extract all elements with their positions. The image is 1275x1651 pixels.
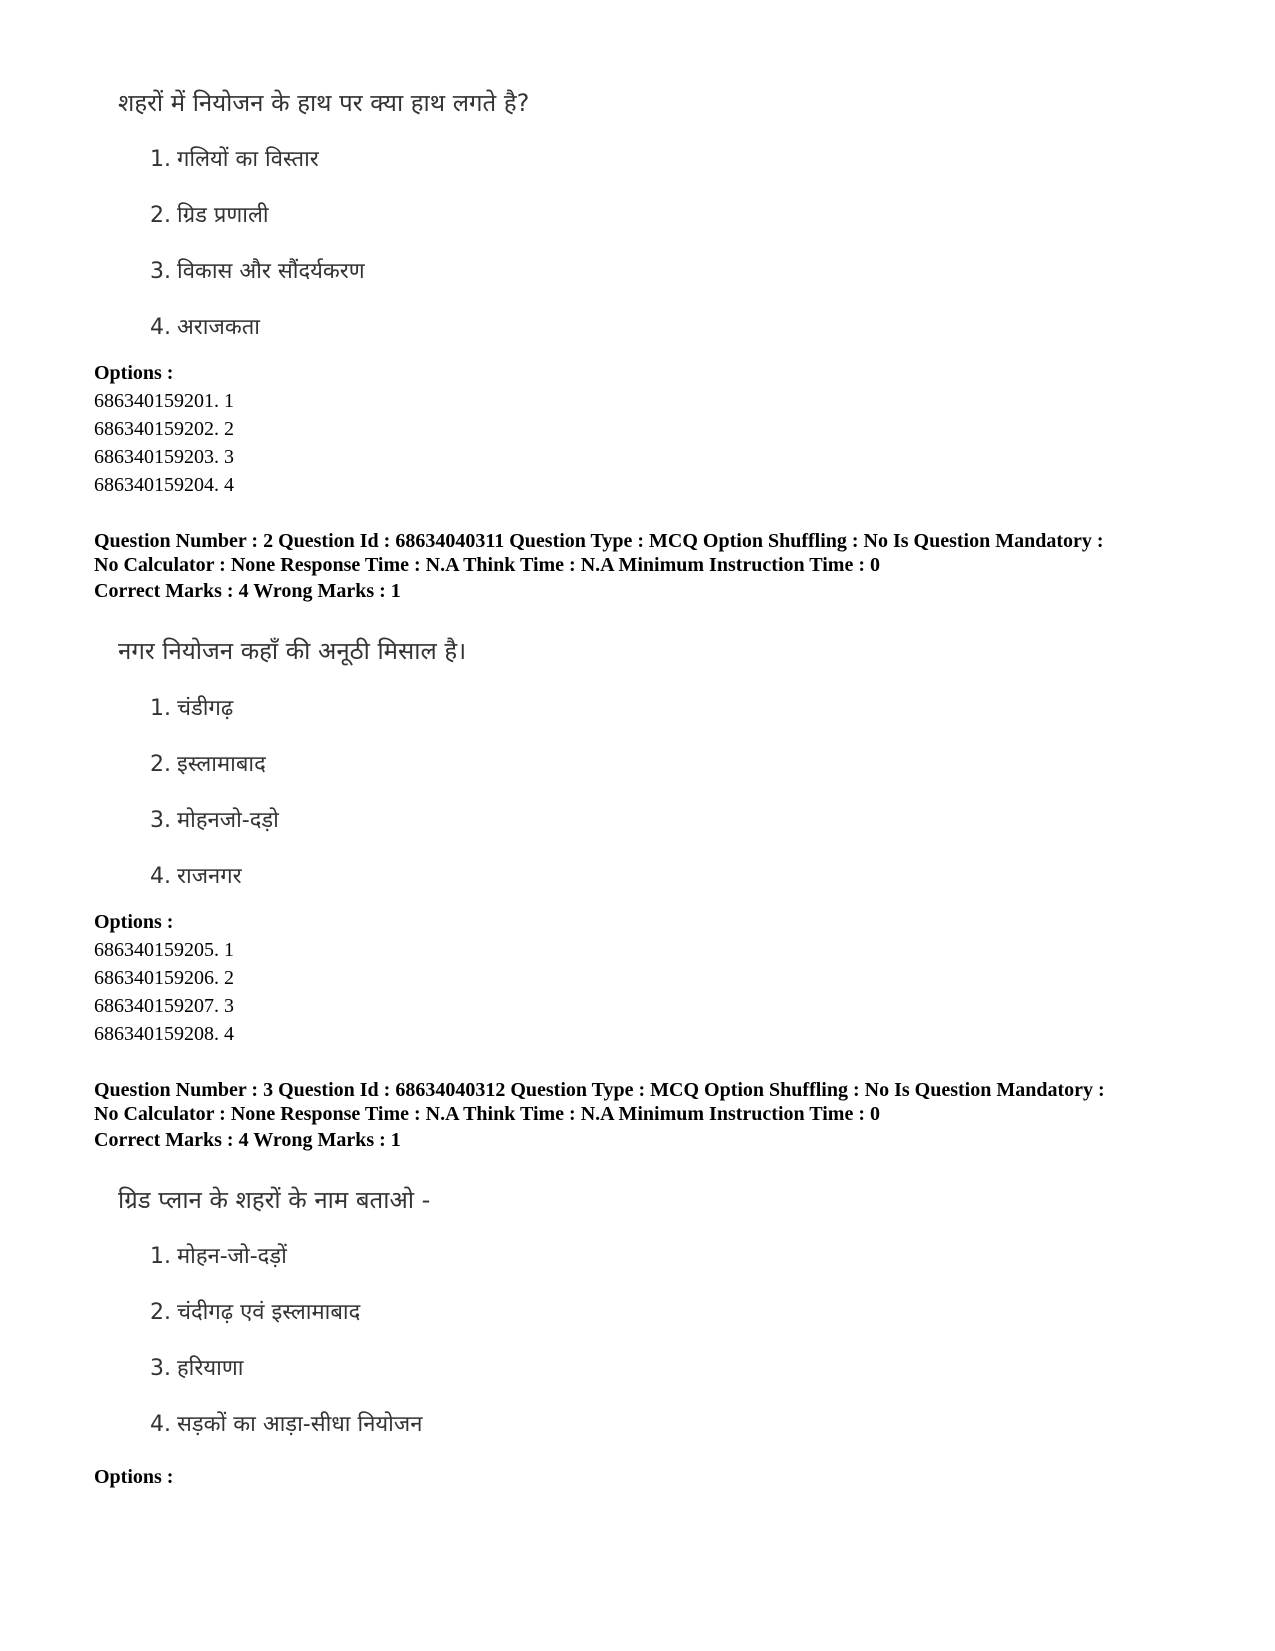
question-1-choice-3 [150, 255, 365, 285]
answer-option: 686340159208. 4 [94, 1023, 234, 1045]
answer-option: 686340159205. 1 [94, 939, 234, 961]
answer-option: 686340159203. 3 [94, 446, 234, 468]
choice-text: गलियों का विस्तार [177, 147, 319, 172]
question-3-choice-2 [150, 1296, 360, 1326]
choice-text: ग्रिड प्रणाली [177, 203, 269, 228]
choice-number: 3. [150, 1356, 171, 1381]
question-1-choice-1 [150, 143, 319, 173]
choice-text: विकास और सौंदर्यकरण [177, 259, 365, 284]
answer-option: 686340159206. 2 [94, 967, 234, 989]
question-2-marks: Correct Marks : 4 Wrong Marks : 1 [94, 580, 401, 602]
question-2-choice-2 [150, 748, 266, 778]
question-2-meta [94, 529, 1204, 577]
choice-text: अराजकता [177, 315, 260, 340]
choice-text: राजनगर [177, 864, 242, 889]
question-3-marks: Correct Marks : 4 Wrong Marks : 1 [94, 1129, 401, 1151]
question-2-choice-1 [150, 692, 233, 722]
meta-line: No Calculator : None Response Time : N.A Think Time : N.A Minimum Instruction Time : 0 [94, 1103, 880, 1125]
choice-number: 4. [150, 864, 171, 889]
question-3-choice-3 [150, 1352, 243, 1382]
question-3-text: ग्रिड प्लान के शहरों के नाम बताओ - [118, 1186, 431, 1214]
choice-text: इस्लामाबाद [177, 752, 266, 777]
question-1-choice-2 [150, 199, 269, 229]
choice-number: 2. [150, 1300, 171, 1325]
meta-line: Question Number : 3 Question Id : 68634040312 Question Type : MCQ Option Shuffling : No Is Question Mandatory : [94, 1079, 1105, 1101]
choice-number: 3. [150, 808, 171, 833]
options-heading: Options : [94, 362, 174, 384]
answer-option: 686340159202. 2 [94, 418, 234, 440]
answer-option: 686340159204. 4 [94, 474, 234, 496]
options-heading: Options : [94, 1466, 174, 1488]
question-2-choice-3 [150, 804, 279, 834]
choice-text: हरियाणा [177, 1356, 244, 1381]
meta-line: Question Number : 2 Question Id : 68634040311 Question Type : MCQ Option Shuffling : No Is Question Mandatory : [94, 530, 1104, 552]
options-heading: Options : [94, 911, 174, 933]
choice-text: सड़कों का आड़ा-सीधा नियोजन [177, 1412, 423, 1437]
question-3-choice-4 [150, 1408, 422, 1438]
choice-number: 2. [150, 752, 171, 777]
answer-option: 686340159207. 3 [94, 995, 234, 1017]
meta-line: No Calculator : None Response Time : N.A Think Time : N.A Minimum Instruction Time : 0 [94, 554, 880, 576]
choice-number: 4. [150, 1412, 171, 1437]
answer-option: 686340159201. 1 [94, 390, 234, 412]
choice-number: 3. [150, 259, 171, 284]
choice-number: 2. [150, 203, 171, 228]
question-1-choice-4 [150, 311, 260, 341]
choice-number: 4. [150, 315, 171, 340]
question-2-choice-4 [150, 860, 242, 890]
choice-text: मोहन-जो-दड़ों [177, 1244, 287, 1269]
choice-text: चंदीगढ़ एवं इस्लामाबाद [177, 1300, 361, 1325]
choice-number: 1. [150, 147, 171, 172]
question-3-meta [94, 1078, 1204, 1126]
question-2-text: नगर नियोजन कहाँ की अनूठी मिसाल है। [118, 637, 467, 665]
choice-number: 1. [150, 1244, 171, 1269]
question-1-text: शहरों में नियोजन के हाथ पर क्या हाथ लगते है? [118, 89, 530, 117]
choice-text: चंडीगढ़ [177, 696, 234, 721]
question-3-choice-1 [150, 1240, 287, 1270]
choice-number: 1. [150, 696, 171, 721]
choice-text: मोहनजो-दड़ो [177, 808, 279, 833]
